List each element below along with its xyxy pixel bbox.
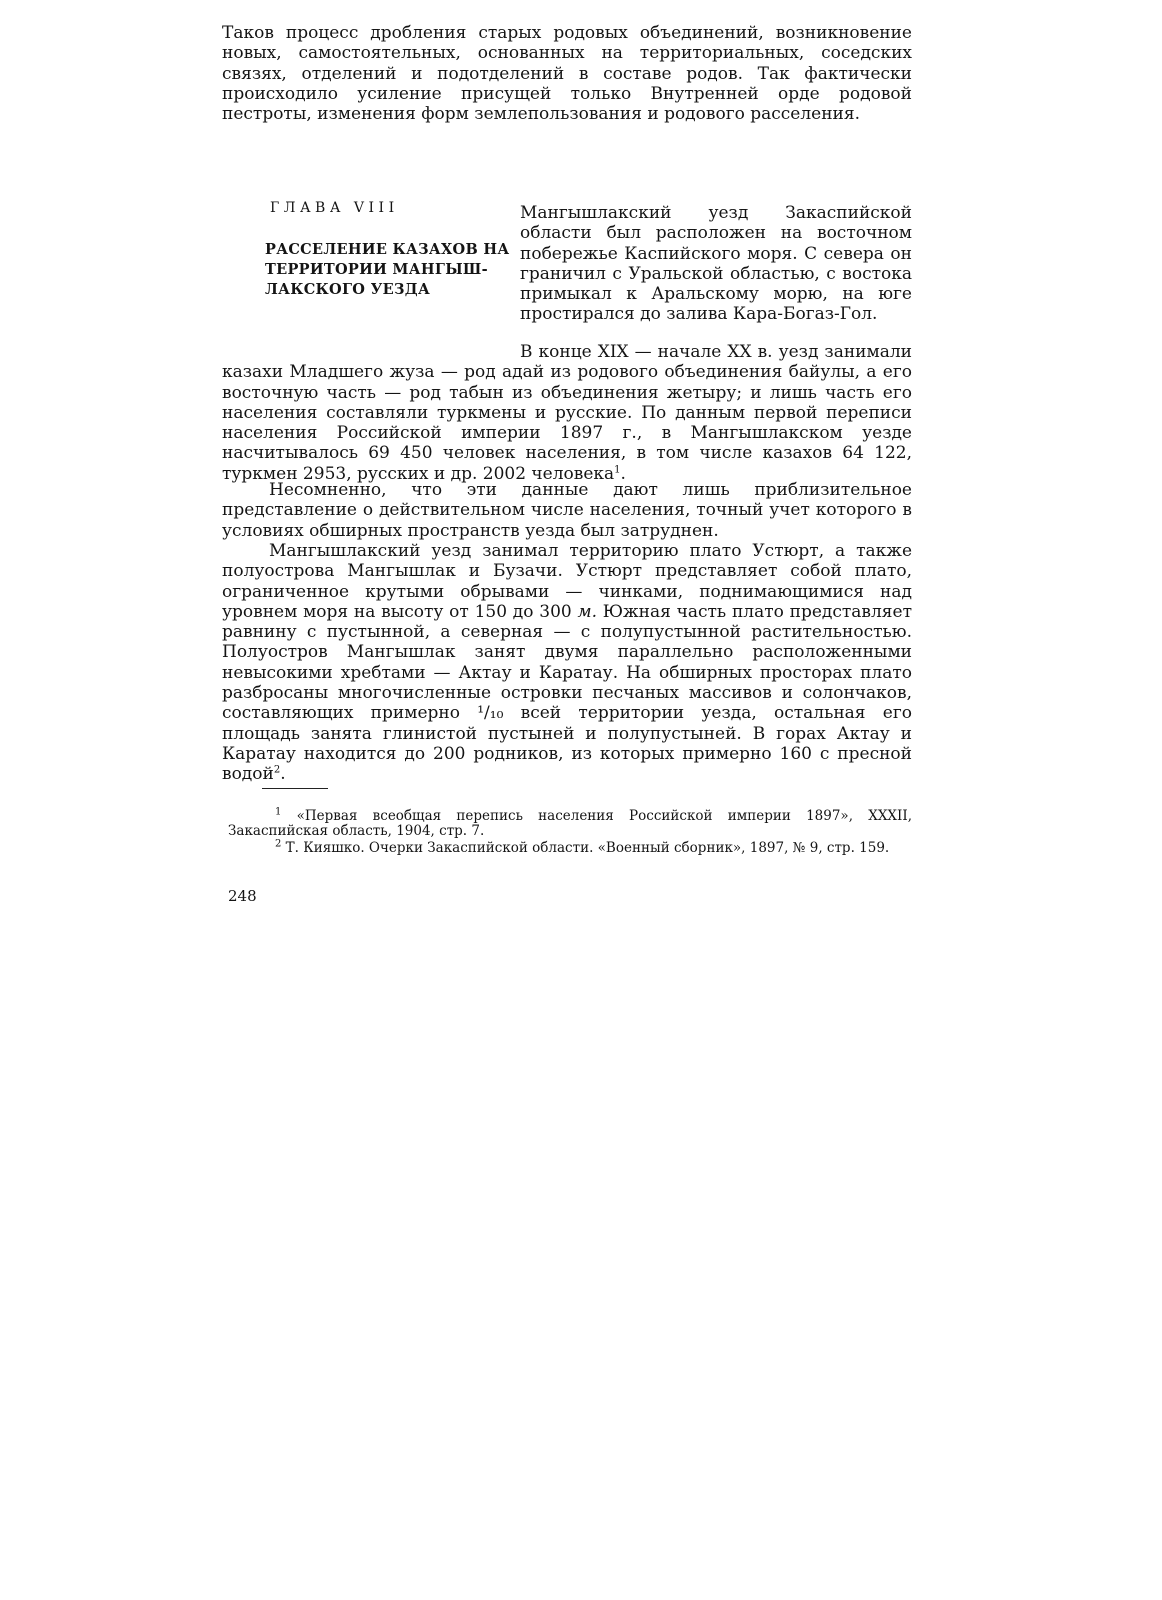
chapter-title: РАССЕЛЕНИЕ КАЗАХОВ НА ТЕРРИТОРИИ МАНГЫШ-ЛАКСКОГО УЕЗДА <box>265 241 510 298</box>
paragraph-uezd-location: Мангышлакский уезд Закаспийской области был расположен на восточном побережье Каспийского моря. С севера он граничил с Уральской областью, с востока примыкал к Аральскому морю, на юге простирался до залива Кара-Богаз-Гол. <box>520 203 912 325</box>
footnote-1 <box>228 806 912 839</box>
footnote-1-text: «Первая всеобщая перепись населения Российской империи 1897», XXXII, Закаспийская область, 1904, стр. 7. <box>228 808 912 839</box>
footnote-2-mark: 2 <box>275 838 282 850</box>
paragraph-territory-text-b: Южная часть плато представляет равнину с пустынной, а северная — с полупустынной растительностью. Полуостров Мангышлак занят двумя параллельно расположенными невысокими хребтами — Актау и Каратау. На обширных просторах плато разбросаны многочисленные островки песчаных массивов и солончаков, составляющих примерно <box>222 601 912 724</box>
paragraph-territory-text-a: Мангышлакский уезд занимал территорию плато Устюрт, а также полуострова Мангышлак и Бузачи. Устюрт представляет собой плато, ограниченное крутыми обрывами — чинками, поднимающимися над уровнем моря на высоту от 150 до 300 <box>222 541 912 622</box>
unit-meter: м. <box>577 601 597 622</box>
footnote-ref-1[interactable]: 1 <box>614 464 621 476</box>
footnote-2 <box>228 838 912 856</box>
paragraph-population <box>222 342 912 484</box>
paragraph-territory-end: . <box>280 764 286 785</box>
paragraph-population-end: . <box>620 463 626 484</box>
paragraph-census-accuracy: Несомненно, что эти данные дают лишь приблизительное представление о действительном числе населения, точный учет которого в условиях обширных пространств уезда был затруднен. <box>222 480 912 541</box>
paragraph-territory <box>222 541 912 785</box>
intro-paragraph: Таков процесс дробления старых родовых объединений, возникновение новых, самостоятельных, основанных на территориальных, соседских связях, отделений и подотделений в составе родов. Так фактически происходило усиление присущей только Внутренней орде родовой <box>222 23 912 104</box>
footnote-1-mark: 1 <box>275 806 282 818</box>
chapter-label: ГЛАВА VIII <box>270 200 399 216</box>
paragraph-territory-text-c: всей территории уезда, остальная его площадь занята глинистой пустыней и полупустыней. В горах Актау и Каратау находится до 200 родников, из которых примерно 160 с пресной водой <box>222 703 912 785</box>
footnote-divider <box>262 788 328 789</box>
page-number: 248 <box>228 887 257 905</box>
footnote-2-text: Т. Кияшко. Очерки Закаспийской области. «Военный сборник», 1897, № 9, стр. 159. <box>281 840 890 856</box>
footnote-ref-2[interactable]: 2 <box>273 764 281 776</box>
fraction-one-tenth: ¹/₁₀ <box>477 703 504 724</box>
paragraph-population-text: В конце XIX — начале XX в. уезд занимали казахи Младшего жуза — род адай из родового объединения байулы, а его восточную часть — род табын из объединения жетыру; и лишь часть его населения составляли туркмены и русские. По данным первой переписи населения Российской империи 1897 г., в Мангышлакском уезде насчитывалось 69 450 человек населения, в том числе казахов 64 122, туркмен 2953, русских и др. 2002 человека <box>222 342 912 484</box>
intro-paragraph-last-line: пестроты, изменения форм землепользования и родового расселения. <box>222 104 861 124</box>
